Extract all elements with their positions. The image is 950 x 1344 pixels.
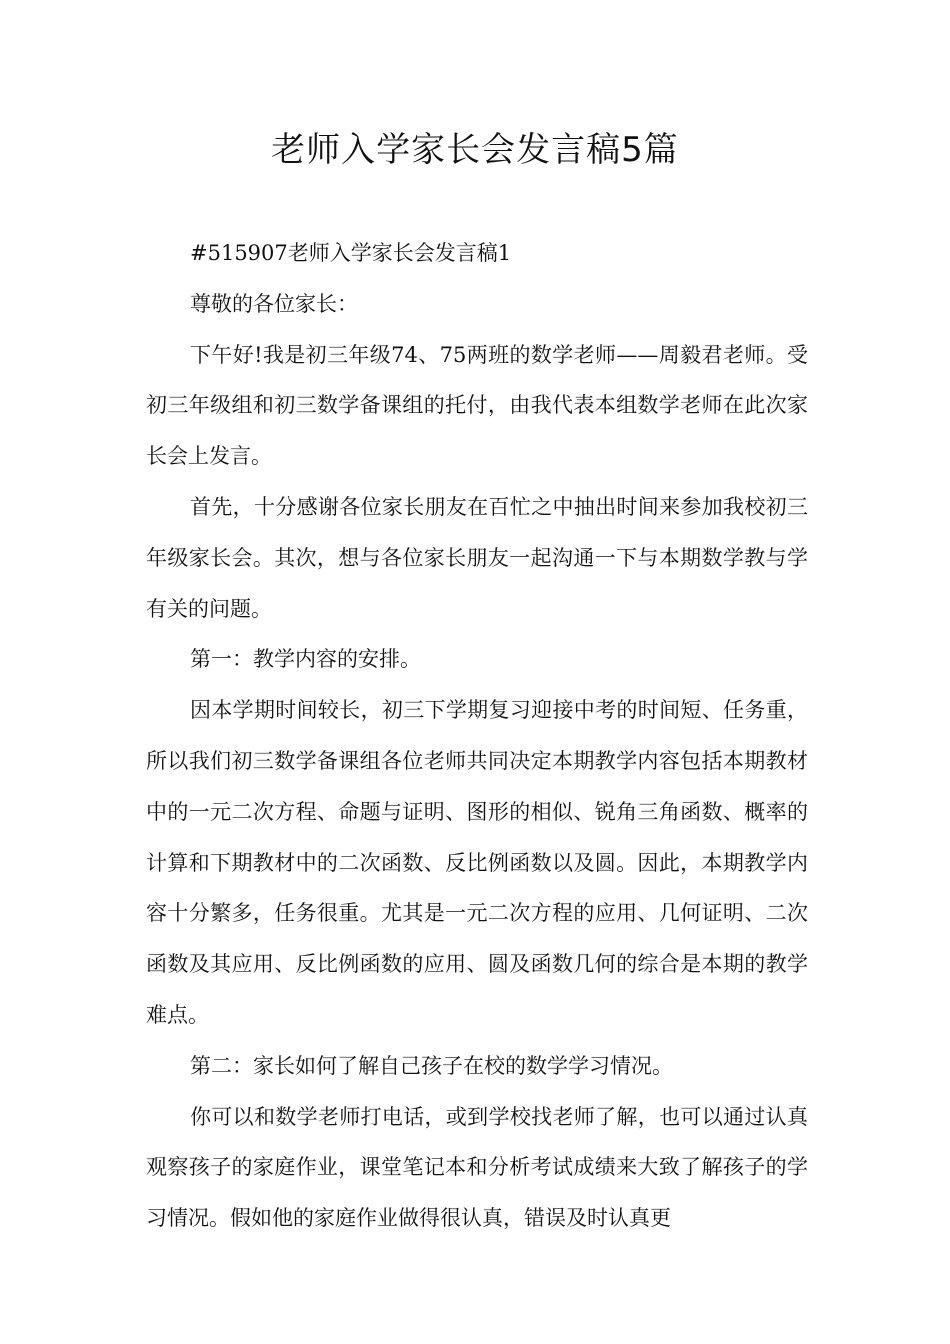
paragraph-section-two-heading: 第二：家长如何了解自己孩子在校的数学学习情况。 xyxy=(190,1053,673,1078)
paragraph-heading: #515907老师入学家长会发言稿1 xyxy=(190,241,512,265)
paragraph-thanks: 首先，十分感谢各位家长朋友在百忙之中抽出时间来参加我校初三年级家长会。其次，想与各位家长朋友一起沟通一下与本期数学教与学有关的问题。 xyxy=(146,494,808,621)
document-title: 老师入学家长会发言稿5篇 xyxy=(271,130,679,170)
paragraph-section-one-heading: 第一：教学内容的安排。 xyxy=(190,647,421,672)
paragraph-section-one-body: 因本学期时间较长，初三下学期复习迎接中考的时间短、任务重，所以我们初三数学备课组各位老师共同决定本期教学内容包括本期教材中的一元二次方程、命题与证明、图形的相似、锐角三角函数、概率的计算和下期教材中的二次函数、反比例函数以及圆。因此，本期教学内容十分繁多，任务很重。尤其是一元二次方程的应用、几何证明、二次函数及其应用、反比例函数的应用、圆及函数几何的综合是本期的教学难点。 xyxy=(146,698,808,1027)
paragraph-section-two-body: 你可以和数学老师打电话，或到学校找老师了解，也可以通过认真观察孩子的家庭作业，课堂笔记本和分析考试成绩来大致了解孩子的学习情况。假如他的家庭作业做得很认真，错误及时认真更 xyxy=(146,1104,808,1231)
paragraph-greeting: 尊敬的各位家长： xyxy=(190,291,358,316)
paragraph-introduction: 下午好!我是初三年级74、75两班的数学老师——周毅君老师。受初三年级组和初三数学备课组的托付，由我代表本组数学老师在此次家长会上发言。 xyxy=(146,342,808,469)
document-body xyxy=(146,228,808,1244)
